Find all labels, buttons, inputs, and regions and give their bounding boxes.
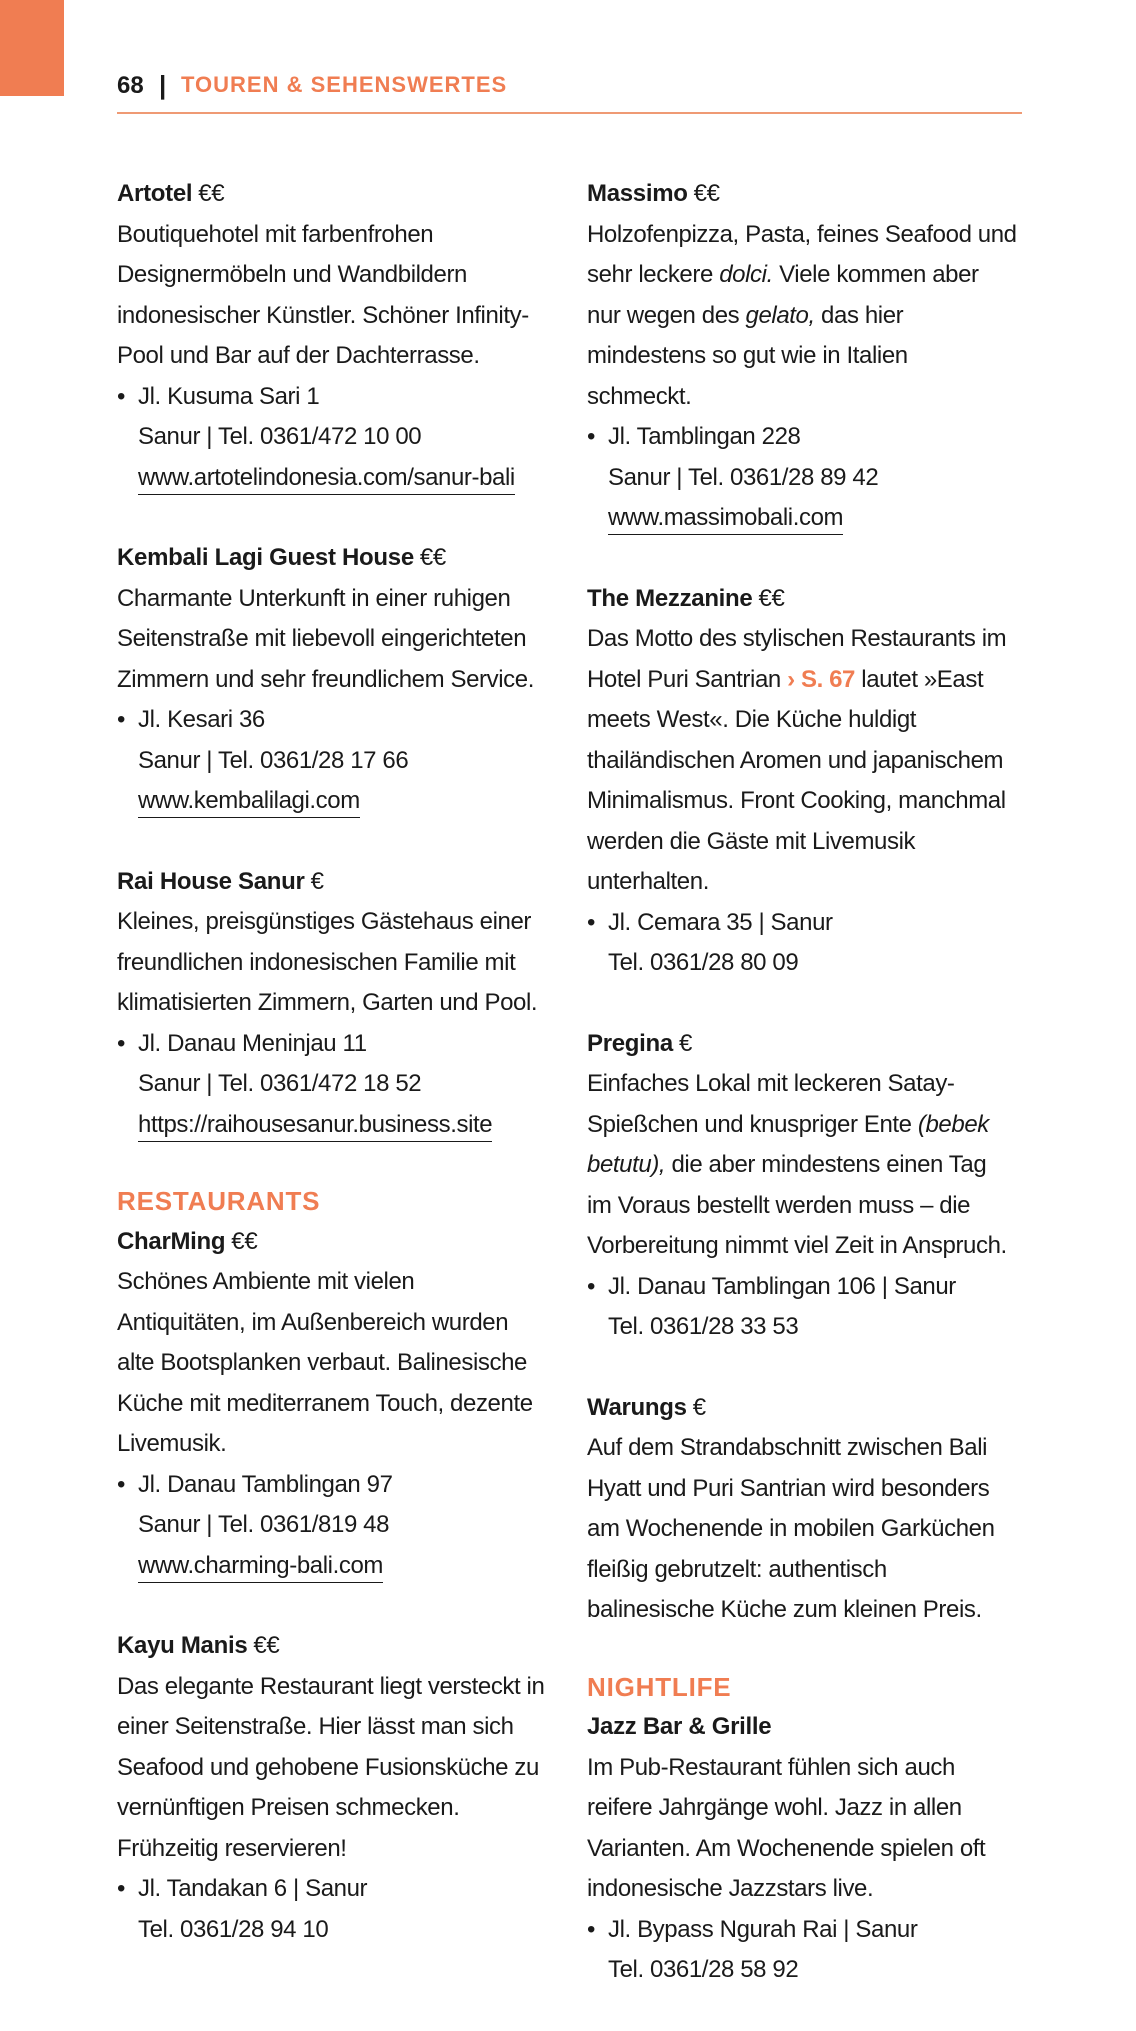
section-title: TOUREN & SEHENSWERTES bbox=[181, 72, 508, 97]
entry-title bbox=[587, 1388, 1017, 1429]
entry-address bbox=[587, 1267, 1017, 1348]
entry-name: Massimo bbox=[587, 180, 688, 207]
bullet: • bbox=[117, 1470, 126, 1498]
page-reference-link[interactable]: › S. 67 bbox=[787, 665, 856, 693]
entry-artotel bbox=[117, 174, 547, 498]
entry-rai-house bbox=[117, 862, 547, 1146]
entry-description: Auf dem Strandabschnitt zwischen Bali Hyatt und Puri Santrian wird besonders am Wochenende in mobilen Garküchen fleißig gebrutzelt: authentisch balinesische Küche zum kleinen Preis. bbox=[587, 1434, 995, 1623]
website-link[interactable]: www.kembalilagi.com bbox=[138, 784, 360, 818]
entry-title bbox=[117, 174, 547, 215]
bullet: • bbox=[117, 382, 126, 410]
bullet: • bbox=[587, 908, 596, 936]
desc-text: die aber mindestens einen Tag im Voraus bestellt werden muss – die Vorbereitung nimmt viel Zeit in Anspruch. bbox=[587, 1151, 1007, 1259]
entry-title bbox=[117, 538, 547, 579]
page-header bbox=[117, 68, 1022, 114]
bullet: • bbox=[117, 706, 126, 733]
entry-kayu-manis bbox=[117, 1626, 547, 1950]
desc-text: das hier mindestens so gut wie in Italien schmeckt. bbox=[587, 301, 908, 410]
entry-address bbox=[117, 1465, 547, 1587]
desc-text: Holzofenpizza, Pasta, feines Seafood und sehr leckere bbox=[587, 220, 1017, 288]
category-heading-restaurants: RESTAURANTS bbox=[117, 1186, 321, 1216]
website-link[interactable]: https://raihousesanur.business.site bbox=[138, 1108, 492, 1142]
website-link[interactable]: www.artotelindonesia.com/sanur-bali bbox=[138, 461, 515, 495]
phone: Tel. 0361/28 80 09 bbox=[608, 949, 799, 976]
street: Jl. Danau Tamblingan 97 bbox=[138, 1470, 393, 1498]
street: Jl. Kesari 36 bbox=[138, 706, 265, 733]
entry-description: Charmante Unterkunft in einer ruhigen Seitenstraße mit liebevoll eingerichteten Zimmern und sehr freundlichem Service. bbox=[117, 584, 534, 693]
page-number: 68 bbox=[117, 72, 144, 99]
price-rating: €€ bbox=[758, 584, 785, 612]
entry-name: Warungs bbox=[587, 1393, 687, 1421]
entry-title bbox=[587, 174, 1017, 215]
desc-text: Einfaches Lokal mit leckeren Satay-Spießchen und knuspriger Ente bbox=[587, 1070, 955, 1138]
entry-kembali-lagi bbox=[117, 538, 547, 822]
right-column bbox=[587, 174, 1017, 2031]
desc-italic: gelato, bbox=[745, 301, 815, 329]
entry-description bbox=[587, 215, 1017, 418]
entry-name: Kembali Lagi Guest House bbox=[117, 544, 414, 571]
bullet: • bbox=[587, 1272, 596, 1300]
category-heading-nightlife: NIGHTLIFE bbox=[587, 1671, 732, 1702]
left-column bbox=[117, 174, 547, 1990]
entry-title bbox=[117, 1626, 547, 1667]
entry-name: Kayu Manis bbox=[117, 1632, 248, 1659]
price-rating: € bbox=[692, 1393, 706, 1421]
street-city: Jl. Bypass Ngurah Rai | Sanur bbox=[608, 1915, 918, 1943]
entry-jazz-bar bbox=[587, 1707, 1017, 1991]
entry-massimo bbox=[587, 174, 1017, 539]
entry-description bbox=[587, 1064, 1017, 1267]
city-phone: Sanur | Tel. 0361/28 89 42 bbox=[608, 463, 879, 491]
entry-name: Jazz Bar & Grille bbox=[587, 1713, 772, 1740]
phone: Tel. 0361/28 33 53 bbox=[608, 1313, 799, 1340]
desc-text: lautet »East meets West«. Die Küche huldigt thailändischen Aromen und japanischem Minimalismus. Front Cooking, manchmal werden die Gäste mit Livemusik unterhalten. bbox=[587, 665, 1006, 895]
price-rating: €€ bbox=[419, 544, 446, 571]
bullet: • bbox=[587, 423, 596, 450]
street-city: Jl. Danau Tamblingan 106 | Sanur bbox=[608, 1272, 956, 1300]
entry-title bbox=[117, 862, 547, 903]
city-phone: Sanur | Tel. 0361/819 48 bbox=[138, 1511, 390, 1538]
entry-description: Im Pub-Restaurant fühlen sich auch reifere Jahrgänge wohl. Jazz in allen Varianten. Am Wochenende spielen oft indonesische Jazzstars live. bbox=[587, 1753, 986, 1902]
bullet: • bbox=[117, 1875, 126, 1902]
entry-description: Boutiquehotel mit farbenfrohen Designermöbeln und Wandbildern indonesischer Künstler. Schöner Infinity-Pool und Bar auf der Dachterrasse. bbox=[117, 220, 529, 369]
entry-title bbox=[587, 1024, 1017, 1065]
city-phone: Sanur | Tel. 0361/28 17 66 bbox=[138, 746, 409, 774]
website-link[interactable]: www.massimobali.com bbox=[608, 501, 843, 535]
phone: Tel. 0361/28 94 10 bbox=[138, 1915, 329, 1943]
price-rating: € bbox=[310, 867, 324, 895]
price-rating: €€ bbox=[231, 1227, 258, 1255]
entry-name: The Mezzanine bbox=[587, 584, 753, 612]
corner-color-tab bbox=[0, 0, 64, 96]
entry-address bbox=[117, 700, 547, 822]
phone: Tel. 0361/28 58 92 bbox=[608, 1956, 799, 1983]
bullet: • bbox=[587, 1915, 596, 1943]
entry-address bbox=[117, 377, 547, 499]
price-rating: €€ bbox=[253, 1632, 280, 1659]
entry-address bbox=[587, 417, 1017, 539]
street: Jl. Tamblingan 228 bbox=[608, 423, 801, 450]
entry-address bbox=[117, 1869, 547, 1950]
street: Jl. Kusuma Sari 1 bbox=[138, 382, 320, 410]
city-phone: Sanur | Tel. 0361/472 18 52 bbox=[138, 1070, 422, 1097]
street-city: Jl. Cemara 35 | Sanur bbox=[608, 908, 833, 936]
entry-address bbox=[117, 1024, 547, 1146]
entry-address bbox=[587, 1910, 1017, 1991]
entry-name: Pregina bbox=[587, 1029, 673, 1057]
bullet: • bbox=[117, 1029, 126, 1057]
entry-description: Das elegante Restaurant liegt versteckt in einer Seitenstraße. Hier lässt man sich Seafood und gehobene Fusionsküche zu vernünftigen Preisen schmecken. Frühzeitig reservieren! bbox=[117, 1672, 545, 1862]
entry-name: Artotel bbox=[117, 180, 193, 207]
entry-charming bbox=[117, 1222, 547, 1587]
street-city: Jl. Tandakan 6 | Sanur bbox=[138, 1875, 368, 1902]
header-rule bbox=[117, 112, 1022, 114]
entry-name: CharMing bbox=[117, 1227, 226, 1255]
entry-address bbox=[587, 903, 1017, 984]
price-rating: €€ bbox=[198, 180, 225, 207]
entry-description bbox=[587, 619, 1017, 903]
street: Jl. Danau Meninjau 11 bbox=[138, 1029, 367, 1057]
entry-name: Rai House Sanur bbox=[117, 867, 305, 895]
price-rating: € bbox=[678, 1029, 692, 1057]
desc-italic: (bebek betutu), bbox=[587, 1110, 989, 1178]
header-separator: | bbox=[159, 70, 167, 100]
entry-description: Schönes Ambiente mit vielen Antiquitäten, im Außenbereich wurden alte Bootsplanken verbaut. Balinesische Küche mit mediterranem Touch, dezente Livemusik. bbox=[117, 1268, 533, 1457]
entry-title bbox=[587, 1707, 1017, 1748]
website-link[interactable]: www.charming-bali.com bbox=[138, 1549, 383, 1583]
desc-italic: dolci. bbox=[719, 261, 773, 288]
city-phone: Sanur | Tel. 0361/472 10 00 bbox=[138, 423, 422, 450]
entry-title bbox=[117, 1222, 547, 1263]
price-rating: €€ bbox=[693, 180, 720, 207]
entry-mezzanine bbox=[587, 579, 1017, 984]
desc-text: Das Motto des stylischen Restaurants im Hotel Puri Santrian bbox=[587, 625, 1007, 693]
entry-title bbox=[587, 579, 1017, 620]
entry-warungs bbox=[587, 1388, 1017, 1631]
desc-text: Viele kommen aber nur wegen des bbox=[587, 261, 979, 329]
entry-pregina bbox=[587, 1024, 1017, 1348]
entry-description: Kleines, preisgünstiges Gästehaus einer freundlichen indonesischen Familie mit klimatisierten Zimmern, Garten und Pool. bbox=[117, 908, 538, 1016]
